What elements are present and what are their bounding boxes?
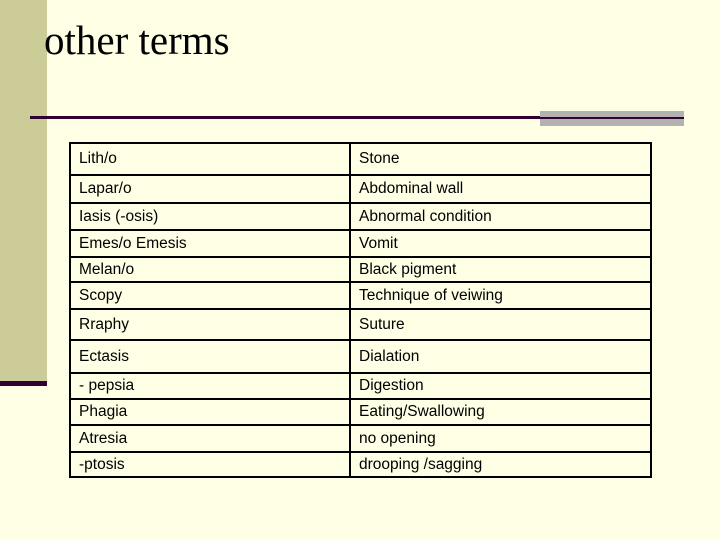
table-row: [70, 175, 651, 203]
meaning-cell: drooping /sagging: [350, 452, 651, 477]
table-row: [70, 452, 651, 477]
term-cell: Rraphy: [70, 309, 350, 340]
term-cell: Lapar/o: [70, 175, 350, 203]
meaning-cell: Suture: [350, 309, 651, 340]
term-cell: - pepsia: [70, 373, 350, 399]
table-row: [70, 309, 651, 340]
meaning-cell: Digestion: [350, 373, 651, 399]
meaning-cell: Eating/Swallowing: [350, 399, 651, 425]
title-underline: [30, 116, 540, 119]
table-row: [70, 143, 651, 175]
term-cell: Emes/o Emesis: [70, 230, 350, 257]
term-cell: Iasis (-osis): [70, 203, 350, 230]
term-cell: Ectasis: [70, 340, 350, 373]
term-cell: Phagia: [70, 399, 350, 425]
terms-table: [69, 142, 652, 478]
meaning-cell: Vomit: [350, 230, 651, 257]
meaning-cell: Stone: [350, 143, 651, 175]
slide-title: other terms: [44, 17, 230, 63]
meaning-cell: Abnormal condition: [350, 203, 651, 230]
meaning-cell: no opening: [350, 425, 651, 452]
term-cell: -ptosis: [70, 452, 350, 477]
table-row: [70, 340, 651, 373]
left-decorative-band: [0, 0, 47, 386]
term-cell: Lith/o: [70, 143, 350, 175]
table-row: [70, 257, 651, 282]
table-row: [70, 425, 651, 452]
term-cell: Melan/o: [70, 257, 350, 282]
title-underline-end: [540, 117, 684, 119]
meaning-cell: Dialation: [350, 340, 651, 373]
meaning-cell: Technique of veiwing: [350, 282, 651, 309]
meaning-cell: Black pigment: [350, 257, 651, 282]
left-band-accent: [0, 381, 47, 386]
term-cell: Scopy: [70, 282, 350, 309]
table-row: [70, 282, 651, 309]
table-row: [70, 373, 651, 399]
table-row: [70, 230, 651, 257]
table-row: [70, 203, 651, 230]
term-cell: Atresia: [70, 425, 350, 452]
table-row: [70, 399, 651, 425]
meaning-cell: Abdominal wall: [350, 175, 651, 203]
